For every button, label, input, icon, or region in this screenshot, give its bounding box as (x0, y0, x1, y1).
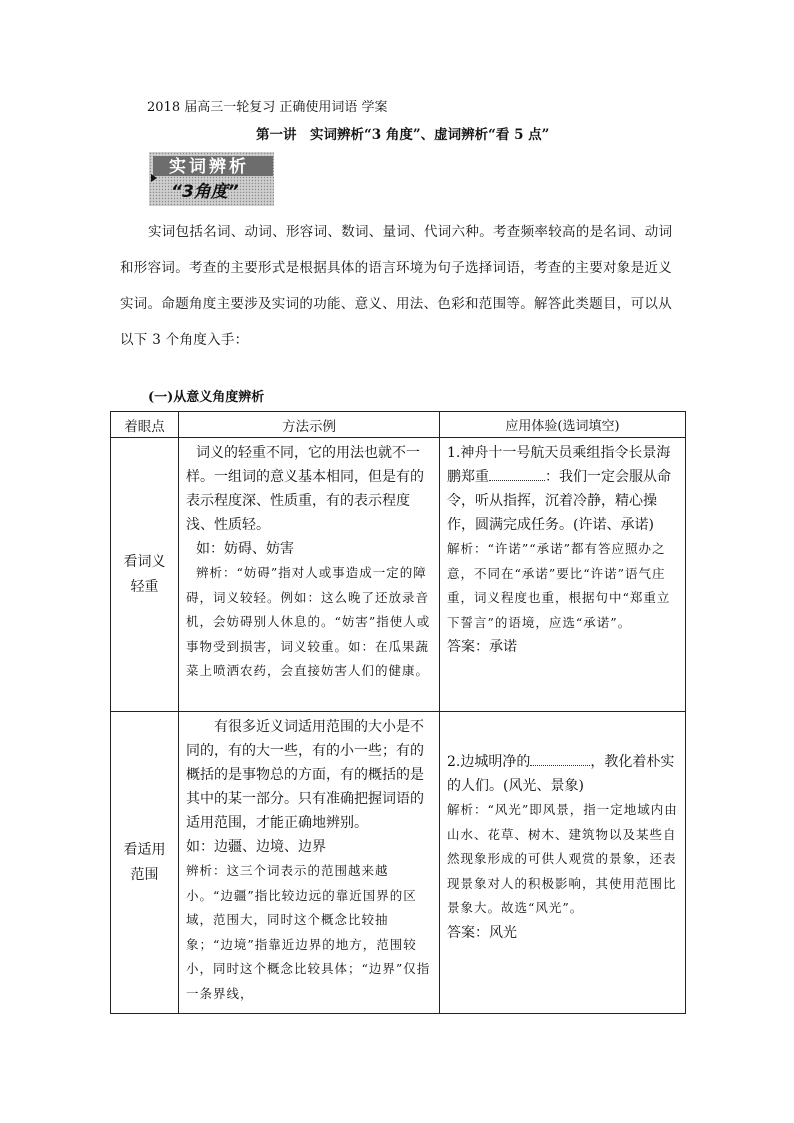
section-banner (149, 152, 274, 206)
method-cell (179, 438, 440, 712)
banner-line1: 实词辨析 (169, 157, 249, 177)
table-header-row (111, 412, 686, 438)
method-analysis: 辨析：这三个词表示的范围越来越小。“边疆”指比较边远的靠近国界的区域，范围大，同时这个概念比较抽象；“边境”指靠近边界的地方，范围较小，同时这个概念比较具体；“边界”仅指一条界线， (186, 863, 431, 1001)
header-practice: 应用体验(选词填空) (440, 412, 686, 438)
method-example: 如：边疆、边境、边界 (186, 839, 326, 855)
practice-question: 2.边城明净的 ，教化着朴实的人们。(风光、景象) (447, 750, 679, 798)
row-label: 看词义 轻重 (111, 438, 179, 712)
practice-question: 1.神舟十一号航天员乘组指令长景海鹏郑重 ：我们一定会服从命令，听从指挥，沉着冷静，精心操作，圆满完成任务。(许诺、承诺) (447, 445, 671, 533)
document-title: 2018 届高三一轮复习 正确使用词语 学案 (147, 100, 388, 115)
practice-explain: 解析：“风光”即风景，指一定地域内由山水、花草、树木、建筑物以及某些自然现象形成的可供人观赏的景象，还表现景象对人的积极影响，其使用范围比景象大。故选“风光”。 (447, 802, 678, 915)
method-intro: 词义的轻重不同，它的用法也就不一样。一组词的意义基本相同，但是有的表示程度深、性质重，有的表示程度浅、性质轻。 (186, 445, 424, 533)
header-method: 方法示例 (179, 412, 440, 438)
method-example: 如：妨碍、妨害 (196, 541, 294, 557)
answer-blank (489, 466, 545, 481)
table-row (111, 712, 686, 1014)
practice-answer: 答案：承诺 (447, 639, 517, 655)
practice-answer: 答案：风光 (447, 924, 517, 941)
banner-line2: “3角度” (171, 182, 239, 202)
intro-paragraph: 实词包括名词、动词、形容词、数词、量词、代词六种。考查频率较高的是名词、动词和形容词。考查的主要形式是根据具体的语言环境为句子选择词语，考查的主要对象是近义实词。命题角度主要涉及实词的功能、意义、用法、色彩和范围等。解答此类题目，可以从以下 3 个角度入手： (120, 224, 673, 348)
method-analysis: 辨析：“妨碍”指对人或事造成一定的障碍，词义较轻。例如：这么晚了还放录音机，会妨碍别人休息的。“妨害”指使人或事物受到损害，词义较重。如：在瓜果蔬菜上喷洒农药，会直接妨害人们的健康。 (186, 565, 431, 678)
method-cell (179, 712, 440, 1014)
lecture-title: 第一讲 实词辨析“3 角度”、虚词辨析“看 5 点” (256, 127, 550, 143)
section-heading: (一)从意义角度辨析 (148, 390, 265, 405)
method-intro: 有很多近义词适用范围的大小是不同的，有的大一些，有的小一些；有的概括的是事物总的方面，有的概括的是其中的某一部分。只有准确把握词语的适用范围，才能正确地辨别。 (186, 719, 424, 831)
practice-cell (440, 438, 686, 712)
analysis-table (110, 411, 686, 1014)
practice-cell (440, 712, 686, 1014)
row-label: 看适用 范围 (111, 712, 179, 1014)
practice-explain: 解析：“许诺”“承诺”都有答应照办之意，不同在“承诺”要比“许诺”语气庄重，词义程度也重，根据句中“郑重立下誓言”的语境，应选“承诺”。 (447, 541, 671, 630)
header-focus: 着眼点 (111, 412, 179, 438)
answer-blank (530, 751, 590, 766)
table-row (111, 438, 686, 712)
